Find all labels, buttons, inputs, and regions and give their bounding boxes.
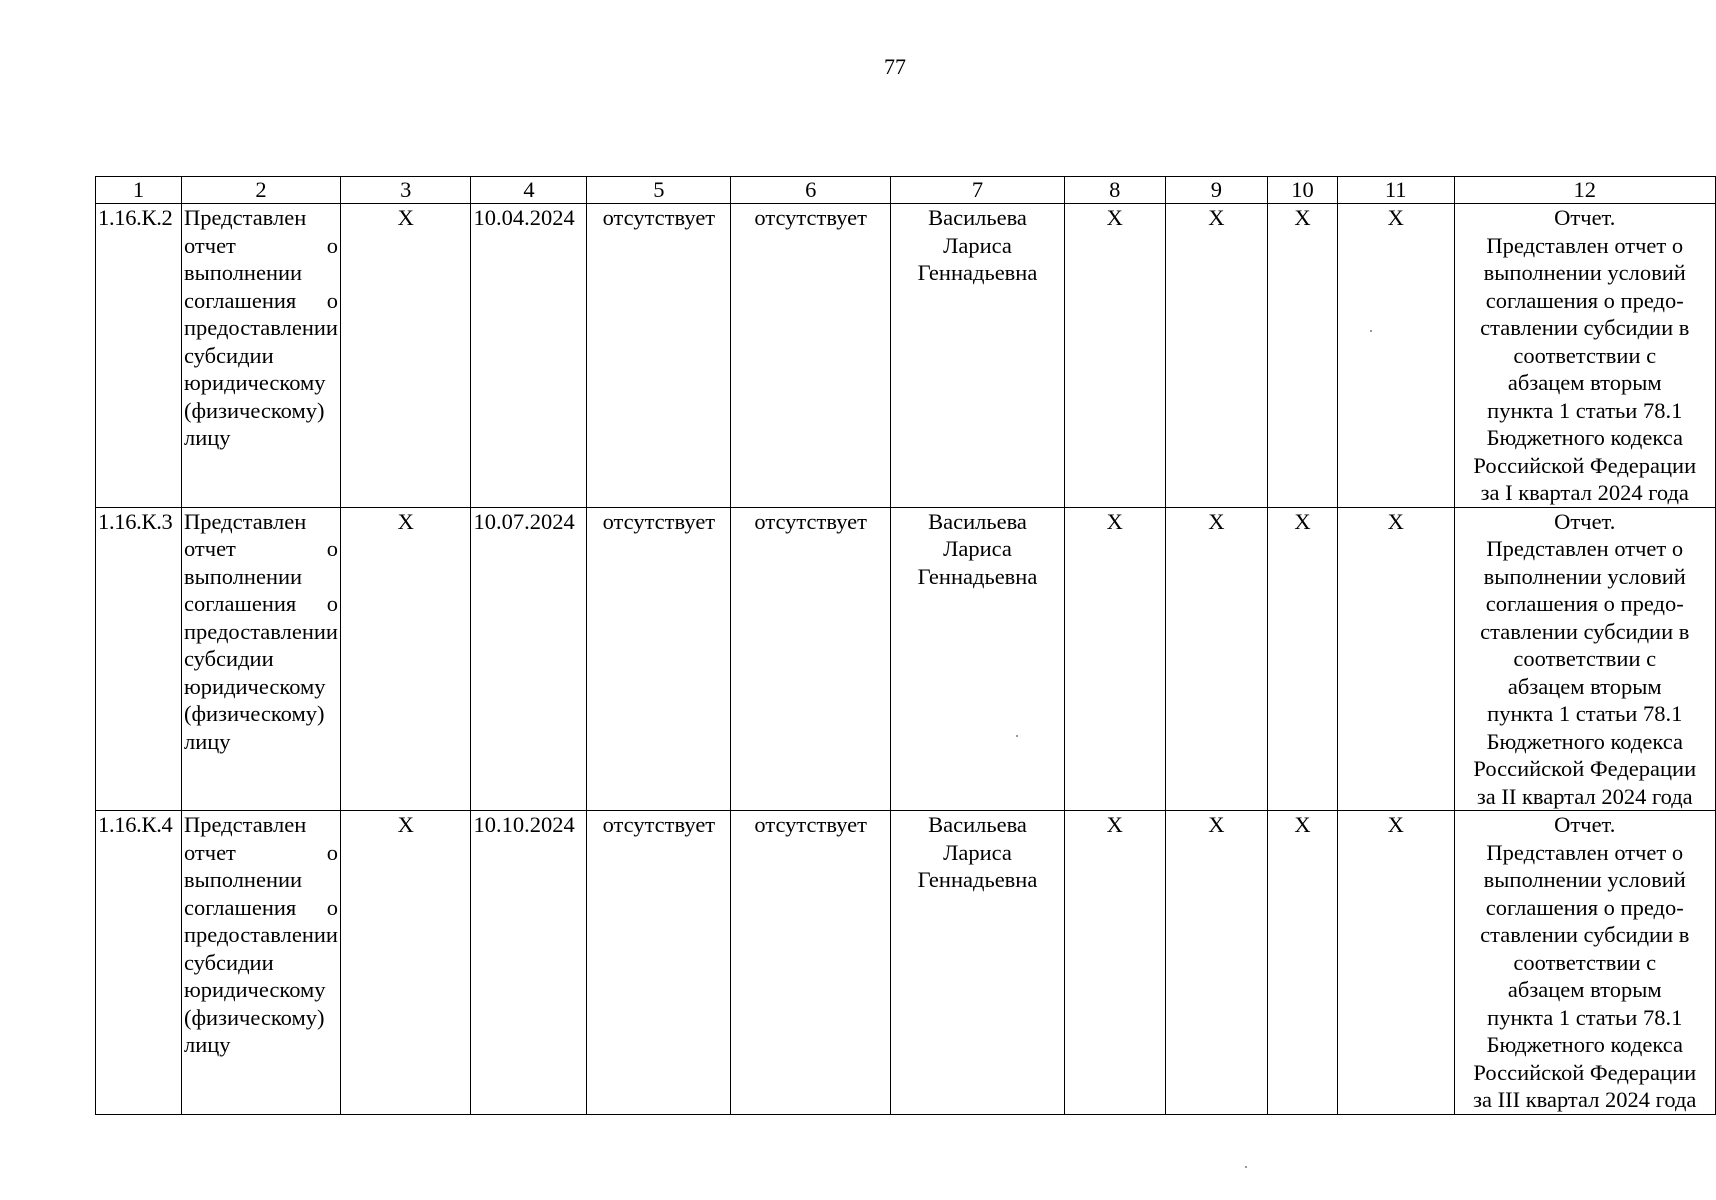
column-number-11: 11: [1337, 177, 1454, 204]
deadline-date: 10.07.2024: [471, 507, 587, 811]
cell-col10: X: [1268, 204, 1338, 508]
event-code: 1.16.К.3: [96, 507, 182, 811]
cell-col5: отсутствует: [587, 811, 731, 1115]
responsible-person: Васильева Лариса Геннадьевна: [891, 204, 1065, 508]
deadline-date: 10.10.2024: [471, 811, 587, 1115]
cell-col3: X: [340, 507, 471, 811]
column-number-4: 4: [471, 177, 587, 204]
cell-col11: X: [1337, 204, 1454, 508]
column-number-1: 1: [96, 177, 182, 204]
cell-col5: отсутствует: [587, 204, 731, 508]
cell-col9: X: [1165, 204, 1268, 508]
cell-col8: X: [1064, 507, 1165, 811]
scan-speck: [1245, 1166, 1247, 1168]
table-header-row: [96, 177, 1716, 204]
column-number-8: 8: [1064, 177, 1165, 204]
cell-col8: X: [1064, 811, 1165, 1115]
result-description: Отчет. Представлен отчет о выполнении условий соглашения о предо- ставлении субсидии в соответствии с абзацем вторым пункта 1 статьи 78.1 Бюджетного кодекса Российской Федерации за III квартал 2024 года: [1454, 811, 1715, 1115]
scan-speck: [1016, 735, 1018, 737]
table-row: [96, 811, 1716, 1115]
event-description: Представлен отчет о выполнении соглашения о предоставлении субсидии юридическому (физическому) лицу: [181, 811, 340, 1115]
cell-col10: X: [1268, 507, 1338, 811]
column-number-5: 5: [587, 177, 731, 204]
cell-col11: X: [1337, 811, 1454, 1115]
cell-col6: отсутствует: [731, 507, 891, 811]
column-number-10: 10: [1268, 177, 1338, 204]
responsible-person: Васильева Лариса Геннадьевна: [891, 811, 1065, 1115]
event-description: Представлен отчет о выполнении соглашения о предоставлении субсидии юридическому (физическому) лицу: [181, 204, 340, 508]
event-code: 1.16.К.4: [96, 811, 182, 1115]
event-code: 1.16.К.2: [96, 204, 182, 508]
column-number-9: 9: [1165, 177, 1268, 204]
cell-col10: X: [1268, 811, 1338, 1115]
table-row: [96, 204, 1716, 508]
scan-speck: [1370, 330, 1372, 332]
report-table: [95, 176, 1716, 1115]
cell-col6: отсутствует: [731, 811, 891, 1115]
cell-col8: X: [1064, 204, 1165, 508]
column-number-2: 2: [181, 177, 340, 204]
page-number: 77: [884, 54, 906, 79]
cell-col9: X: [1165, 507, 1268, 811]
cell-col3: X: [340, 204, 471, 508]
deadline-date: 10.04.2024: [471, 204, 587, 508]
column-number-7: 7: [891, 177, 1065, 204]
event-description: Представлен отчет о выполнении соглашения о предоставлении субсидии юридическому (физическому) лицу: [181, 507, 340, 811]
table-row: [96, 507, 1716, 811]
cell-col3: X: [340, 811, 471, 1115]
column-number-6: 6: [731, 177, 891, 204]
cell-col5: отсутствует: [587, 507, 731, 811]
cell-col6: отсутствует: [731, 204, 891, 508]
cell-col11: X: [1337, 507, 1454, 811]
column-number-12: 12: [1454, 177, 1715, 204]
result-description: Отчет. Представлен отчет о выполнении условий соглашения о предо- ставлении субсидии в соответствии с абзацем вторым пункта 1 статьи 78.1 Бюджетного кодекса Российской Федерации за I квартал 2024 года: [1454, 204, 1715, 508]
responsible-person: Васильева Лариса Геннадьевна: [891, 507, 1065, 811]
result-description: Отчет. Представлен отчет о выполнении условий соглашения о предо- ставлении субсидии в соответствии с абзацем вторым пункта 1 статьи 78.1 Бюджетного кодекса Российской Федерации за II квартал 2024 года: [1454, 507, 1715, 811]
column-number-3: 3: [340, 177, 471, 204]
cell-col9: X: [1165, 811, 1268, 1115]
